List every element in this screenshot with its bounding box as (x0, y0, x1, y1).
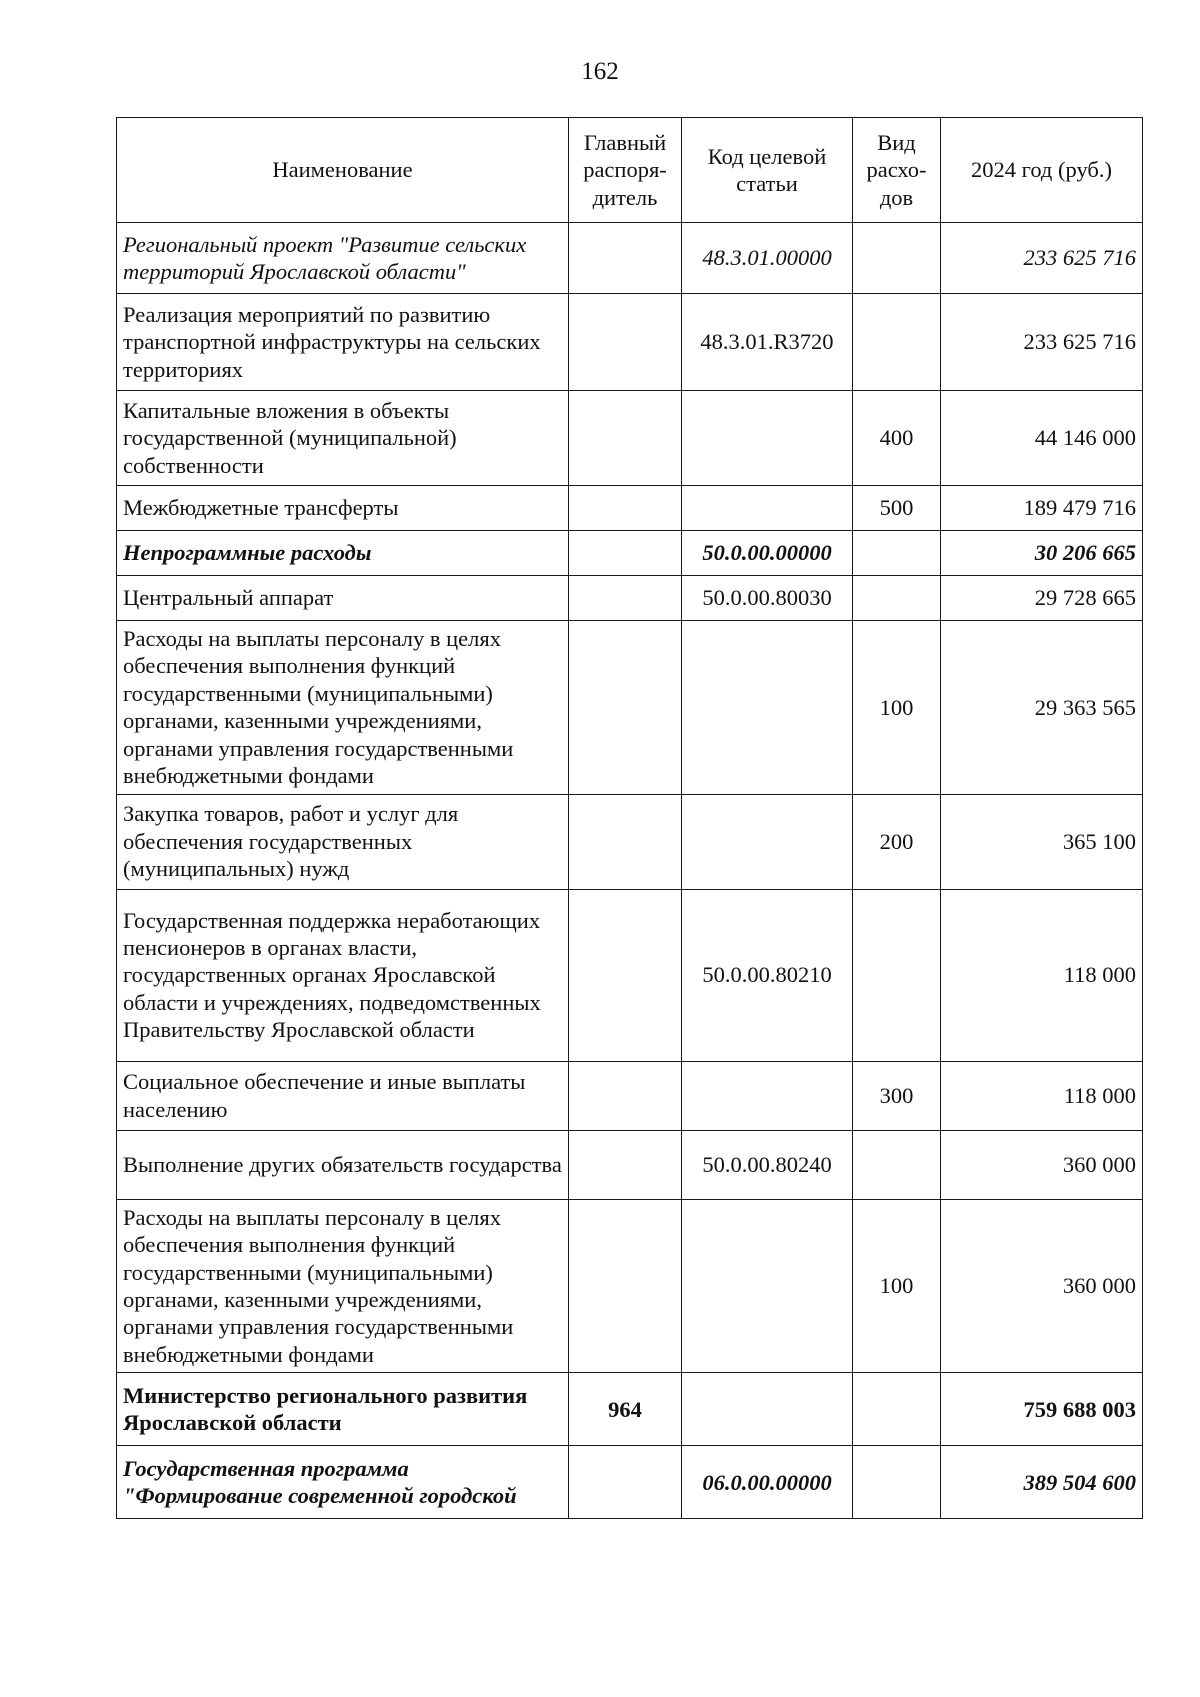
cell-year-sum: 118 000 (941, 889, 1143, 1061)
cell-expense-kind: 200 (853, 794, 941, 889)
cell-year-sum: 233 625 716 (941, 294, 1143, 391)
table-row (117, 391, 1143, 486)
cell-year-sum: 30 206 665 (941, 531, 1143, 576)
cell-target-code: 48.3.01.R3720 (682, 294, 853, 391)
cell-target-code (682, 486, 853, 531)
cell-main-manager (569, 486, 682, 531)
cell-year-sum: 360 000 (941, 1130, 1143, 1199)
cell-year-sum: 759 688 003 (941, 1373, 1143, 1446)
cell-expense-kind (853, 294, 941, 391)
cell-target-code (682, 391, 853, 486)
cell-expense-kind (853, 1373, 941, 1446)
cell-expense-kind (853, 1446, 941, 1519)
cell-year-sum: 233 625 716 (941, 223, 1143, 294)
cell-name: Министерство регионального развития Ярославской области (117, 1373, 569, 1446)
cell-year-sum: 44 146 000 (941, 391, 1143, 486)
cell-target-code: 50.0.00.80030 (682, 576, 853, 621)
table-row (117, 486, 1143, 531)
cell-name: Расходы на выплаты персоналу в целях обеспечения выполнения функций государственными (муниципальными) органами, казенными учреждениями, органами управления государственными внебюджетными фондами (117, 621, 569, 795)
cell-main-manager (569, 794, 682, 889)
table-row (117, 1061, 1143, 1130)
cell-target-code (682, 1373, 853, 1446)
header-expense-kind: Вид расхо-дов (853, 118, 941, 223)
cell-target-code: 50.0.00.80210 (682, 889, 853, 1061)
cell-name: Региональный проект "Развитие сельских территорий Ярославской области" (117, 223, 569, 294)
header-main-manager: Главный распоря-дитель (569, 118, 682, 223)
budget-table (116, 117, 1143, 1519)
cell-target-code (682, 1199, 853, 1373)
table-row (117, 1199, 1143, 1373)
page-number: 162 (581, 58, 619, 85)
cell-expense-kind (853, 889, 941, 1061)
cell-name: Непрограммные расходы (117, 531, 569, 576)
cell-year-sum: 29 728 665 (941, 576, 1143, 621)
cell-target-code (682, 621, 853, 795)
cell-expense-kind (853, 1130, 941, 1199)
cell-name: Государственная поддержка неработающих пенсионеров в органах власти, государственных органах Ярославской области и учреждениях, подведомственных Правительству Ярославской области (117, 889, 569, 1061)
cell-main-manager (569, 1199, 682, 1373)
cell-year-sum: 360 000 (941, 1199, 1143, 1373)
cell-main-manager (569, 576, 682, 621)
cell-expense-kind (853, 223, 941, 294)
cell-main-manager (569, 531, 682, 576)
cell-main-manager (569, 621, 682, 795)
cell-target-code (682, 1061, 853, 1130)
cell-name: Реализация мероприятий по развитию транспортной инфраструктуры на сельских территориях (117, 294, 569, 391)
cell-name: Закупка товаров, работ и услуг для обеспечения государственных (муниципальных) нужд (117, 794, 569, 889)
cell-target-code: 06.0.00.00000 (682, 1446, 853, 1519)
table-row (117, 294, 1143, 391)
cell-main-manager (569, 391, 682, 486)
cell-year-sum: 189 479 716 (941, 486, 1143, 531)
cell-name: Межбюджетные трансферты (117, 486, 569, 531)
cell-year-sum: 118 000 (941, 1061, 1143, 1130)
table-row (117, 531, 1143, 576)
cell-name: Выполнение других обязательств государства (117, 1130, 569, 1199)
table-row (117, 794, 1143, 889)
table-row (117, 223, 1143, 294)
cell-target-code: 50.0.00.00000 (682, 531, 853, 576)
cell-year-sum: 389 504 600 (941, 1446, 1143, 1519)
cell-main-manager (569, 223, 682, 294)
cell-name: Капитальные вложения в объекты государственной (муниципальной) собственности (117, 391, 569, 486)
cell-expense-kind (853, 531, 941, 576)
cell-name: Социальное обеспечение и иные выплаты населению (117, 1061, 569, 1130)
header-target-code: Код целевой статьи (682, 118, 853, 223)
table-row (117, 576, 1143, 621)
cell-expense-kind: 400 (853, 391, 941, 486)
cell-year-sum: 365 100 (941, 794, 1143, 889)
cell-name: Государственная программа "Формирование современной городской (117, 1446, 569, 1519)
cell-main-manager (569, 294, 682, 391)
table-row (117, 1130, 1143, 1199)
header-year-sum: 2024 год (руб.) (941, 118, 1143, 223)
cell-main-manager (569, 1061, 682, 1130)
table-row (117, 1373, 1143, 1446)
table-header-row (117, 118, 1143, 223)
table-row (117, 1446, 1143, 1519)
cell-expense-kind: 300 (853, 1061, 941, 1130)
cell-expense-kind: 100 (853, 621, 941, 795)
cell-target-code: 48.3.01.00000 (682, 223, 853, 294)
cell-main-manager (569, 1446, 682, 1519)
cell-main-manager (569, 1130, 682, 1199)
cell-main-manager: 964 (569, 1373, 682, 1446)
table-row (117, 889, 1143, 1061)
cell-target-code: 50.0.00.80240 (682, 1130, 853, 1199)
cell-year-sum: 29 363 565 (941, 621, 1143, 795)
cell-main-manager (569, 889, 682, 1061)
cell-target-code (682, 794, 853, 889)
cell-name: Центральный аппарат (117, 576, 569, 621)
header-name: Наименование (117, 118, 569, 223)
cell-expense-kind: 100 (853, 1199, 941, 1373)
cell-expense-kind (853, 576, 941, 621)
cell-expense-kind: 500 (853, 486, 941, 531)
cell-name: Расходы на выплаты персоналу в целях обеспечения выполнения функций государственными (муниципальными) органами, казенными учреждениями, органами управления государственными внебюджетными фондами (117, 1199, 569, 1373)
table-row (117, 621, 1143, 795)
